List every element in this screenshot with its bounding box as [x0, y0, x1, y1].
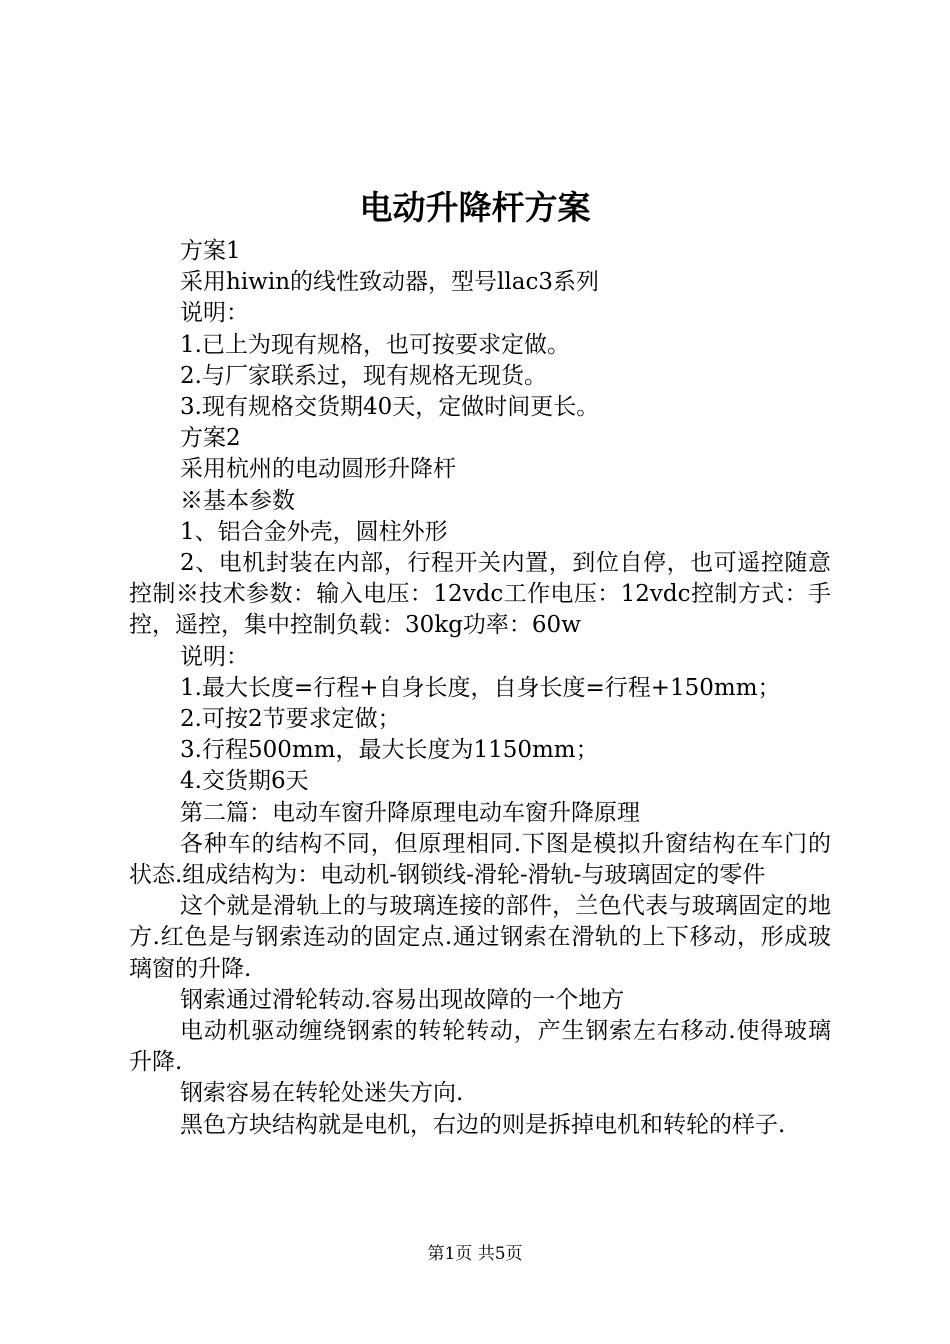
paragraph-plan-2-heading: 方案2	[180, 425, 241, 452]
paragraph-note-1: 1.已上为现有规格，也可按要求定做。	[180, 331, 570, 358]
paragraph-note-2-3: 3.行程500mm，最大长度为1150mm；	[180, 737, 599, 764]
paragraph-pulley: 钢索通过滑轮转动.容易出现故障的一个地方	[180, 986, 625, 1013]
paragraph-rail-part: 这个就是滑轨上的与玻璃连接的部件，兰色代表与玻璃固定的地方.红色是与钢索连动的固定点.通过钢索在滑轨的上下移动，形成玻璃窗的升降.	[129, 893, 831, 982]
paragraph-param-2: 2、电机封装在内部，行程开关内置，到位自停，也可遥控随意控制※技术参数：输入电压：12vdc工作电压：12vdc控制方式：手控，遥控，集中控制负载：30kg功率：60w	[129, 550, 831, 639]
document-title: 电动升降杆方案	[359, 188, 591, 227]
paragraph-note-2: 2.与厂家联系过，现有规格无现货。	[180, 362, 547, 389]
paragraph-window-structure: 各种车的结构不同，但原理相同.下图是模拟升窗结构在车门的状态.组成结构为：电动机-钢锁线-滑轮-滑轨-与玻璃固定的零件	[129, 830, 831, 889]
paragraph-basic-params: ※基本参数	[180, 487, 295, 514]
paragraph-part-2-heading: 第二篇：电动车窗升降原理电动车窗升降原理	[180, 799, 640, 826]
paragraph-notes-label-2: 说明：	[180, 643, 249, 670]
paragraph-note-2-4: 4.交货期6天	[180, 768, 309, 795]
paragraph-notes-label: 说明：	[180, 300, 249, 327]
paragraph-plan-1-desc: 采用hiwin的线性致动器，型号llac3系列	[180, 269, 599, 296]
paragraph-note-2-2: 2.可按2节要求定做；	[180, 706, 401, 733]
paragraph-param-1: 1、铝合金外壳，圆柱外形	[180, 518, 448, 545]
paragraph-note-2-1: 1.最大长度=行程+自身长度，自身长度=行程+150mm；	[180, 674, 781, 701]
paragraph-motor-block: 黑色方块结构就是电机，右边的则是拆掉电机和转轮的样子.	[180, 1111, 786, 1138]
paragraph-cable-issue: 钢索容易在转轮处迷失方向.	[180, 1080, 464, 1107]
paragraph-plan-1-heading: 方案1	[180, 238, 241, 264]
document-body	[129, 236, 831, 1141]
page-footer: 第1页 共5页	[427, 1244, 523, 1264]
paragraph-note-3: 3.现有规格交货期40天，定做时间更长。	[180, 394, 600, 421]
paragraph-motor-drive: 电动机驱动缠绕钢索的转轮转动，产生钢索左右移动.使得玻璃升降.	[129, 1018, 831, 1076]
paragraph-plan-2-desc: 采用杭州的电动圆形升降杆	[180, 456, 456, 483]
